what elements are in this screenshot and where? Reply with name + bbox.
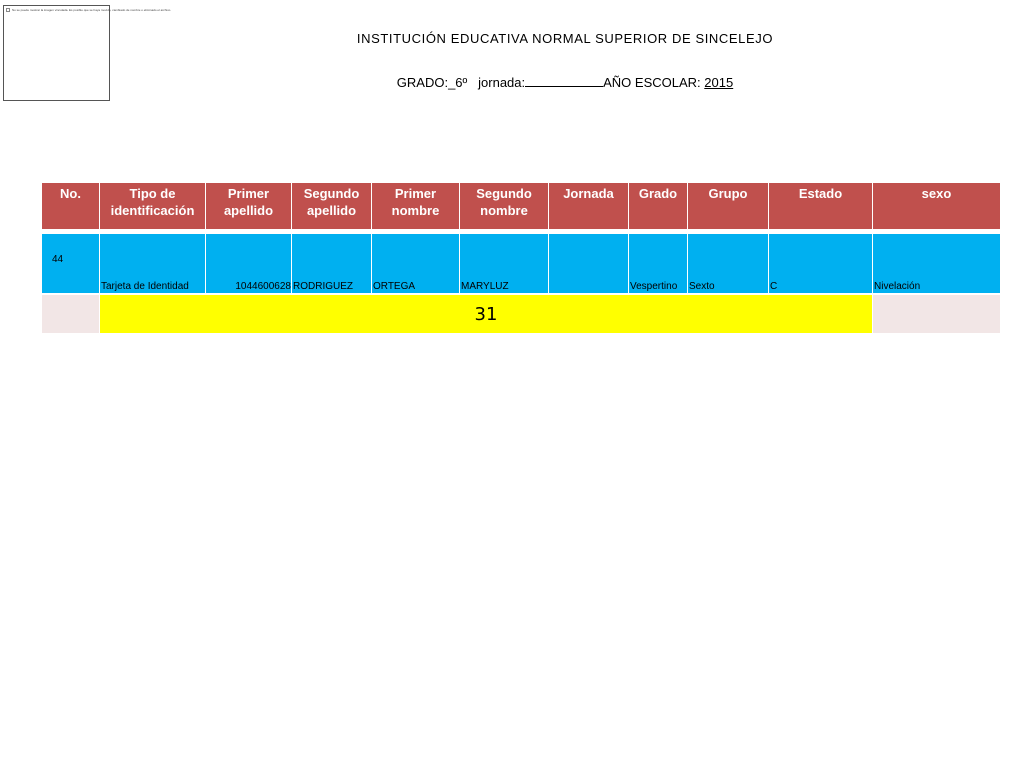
cell-tipo-id: Tarjeta de Identidad xyxy=(100,234,206,294)
cell-estado: Nivelación xyxy=(873,234,1001,294)
grado-value: _6º xyxy=(448,75,468,90)
students-table xyxy=(41,182,1001,333)
broken-image-text: No se puede mostrar la imagen vinculada. Es posible que se haya movido, cambiado de nombre o eliminado el archivo. xyxy=(12,8,172,12)
cell-no: 44 xyxy=(42,234,100,294)
logo-placeholder xyxy=(3,5,172,101)
column-header: Grupo xyxy=(688,183,769,230)
cell-grupo: C xyxy=(769,234,873,294)
total-blank-left xyxy=(42,294,100,333)
table-row xyxy=(42,234,1001,294)
institution-title: INSTITUCIÓN EDUCATIVA NORMAL SUPERIOR DE SINCELEJO xyxy=(356,31,774,46)
column-header: Grado xyxy=(629,183,688,230)
table-header-row xyxy=(42,183,1001,230)
total-value: 31 xyxy=(100,294,873,333)
column-header: Primer apellido xyxy=(206,183,292,230)
cell-primer-nombre: MARYLUZ xyxy=(460,234,549,294)
total-row xyxy=(42,294,1001,333)
column-header: Tipo de identificación xyxy=(100,183,206,230)
total-blank-right xyxy=(873,294,1001,333)
anio-value: 2015 xyxy=(704,75,734,90)
broken-image-icon xyxy=(6,8,10,12)
grado-label: GRADO: xyxy=(396,75,449,90)
jornada-blank xyxy=(525,85,603,87)
jornada-label: jornada: xyxy=(478,75,526,90)
column-header: sexo xyxy=(873,183,1001,230)
column-header: Segundo nombre xyxy=(460,183,549,230)
column-header: Estado xyxy=(769,183,873,230)
column-header: Primer nombre xyxy=(372,183,460,230)
cell-jornada: Vespertino xyxy=(629,234,688,294)
cell-grado: Sexto xyxy=(688,234,769,294)
column-header: Segundo apellido xyxy=(292,183,372,230)
document-subtitle xyxy=(300,75,830,90)
column-header: No. xyxy=(42,183,100,230)
cell-segundo-apellido: ORTEGA xyxy=(372,234,460,294)
cell-primer-apellido: RODRIGUEZ xyxy=(292,234,372,294)
broken-image xyxy=(6,8,171,12)
cell-segundo-nombre xyxy=(549,234,629,294)
column-header: Jornada xyxy=(549,183,629,230)
cell-numero-id: 1044600628 xyxy=(206,234,292,294)
anio-label: AÑO ESCOLAR: xyxy=(603,75,701,90)
